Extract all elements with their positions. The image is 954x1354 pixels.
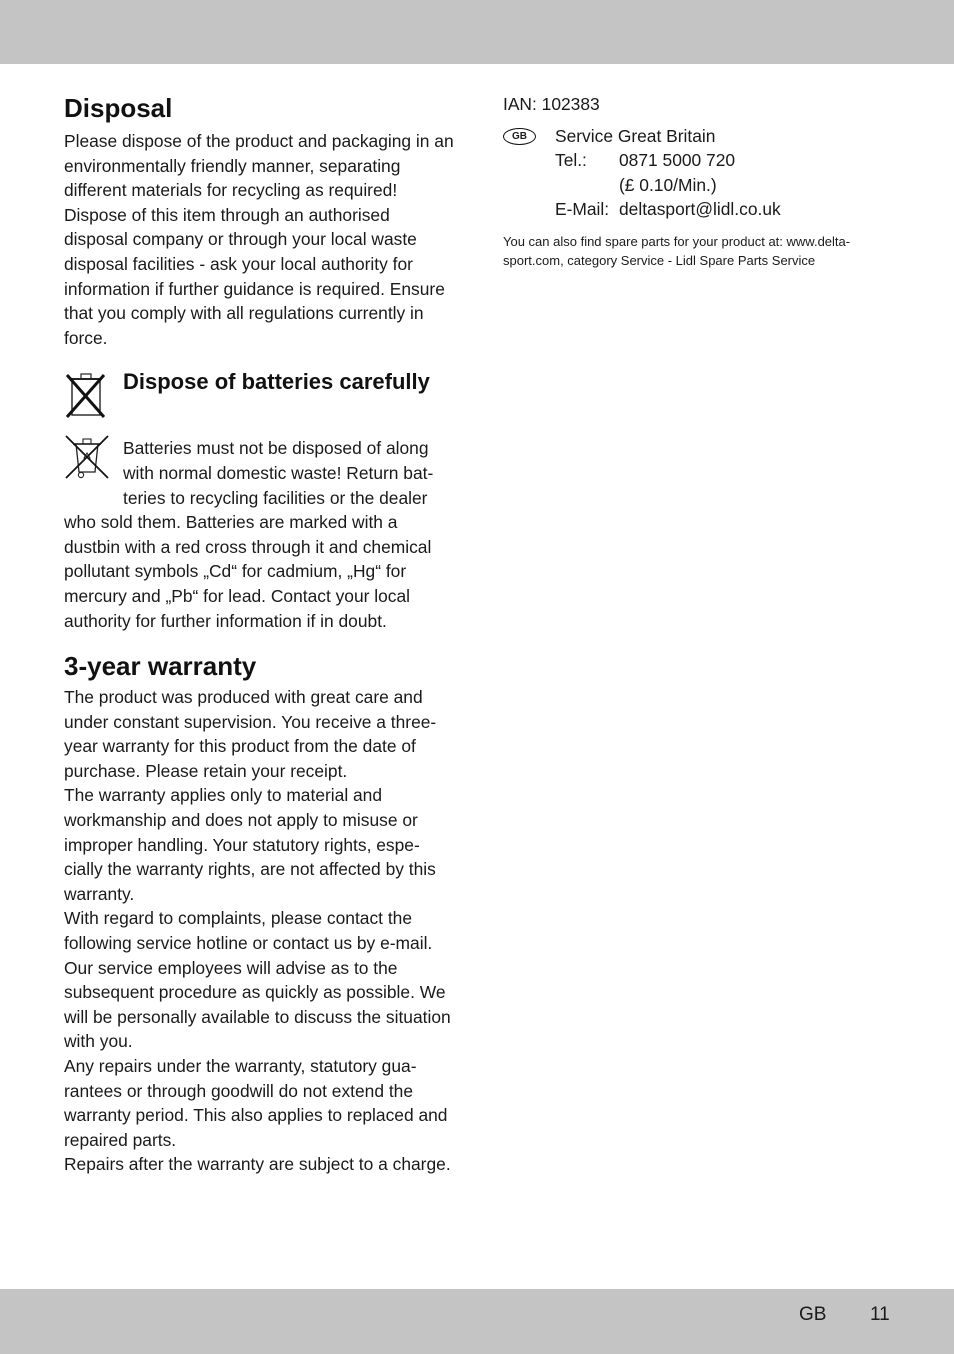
rate-row <box>555 173 883 198</box>
country-badge: GB <box>503 128 536 145</box>
disposal-text: Please dispose of the product and packaging in an environmentally friendly manner, separating different materials for recycling as required! Dispose of this item through an authorised disposal company or through your local waste disposal facilities - ask your local authority for information if further guidance is required. Ensure that you comply with all regulations currently in force. <box>64 131 454 348</box>
footer-language: GB <box>799 1304 827 1325</box>
tel-number: 0871 5000 720 <box>619 150 736 171</box>
batteries-heading: Dispose of batteries carefully <box>123 369 430 395</box>
warranty-paragraph: Repairs after the warranty are subject to a charge. <box>64 1154 451 1175</box>
left-column <box>64 92 456 1177</box>
warranty-heading: 3-year warranty <box>64 651 257 682</box>
crossed-out-battery-bin-icon <box>64 371 108 426</box>
page-number: 11 <box>870 1304 890 1325</box>
tel-row <box>555 148 883 173</box>
right-column <box>503 92 883 271</box>
warranty-paragraph: With regard to complaints, please contact the following service hotline or contact us by e-mail. Our service employees will advise as to the subsequent procedure as quickly as possible. We will be personally available to discuss the situation with you. <box>64 908 451 1052</box>
disposal-heading: Disposal <box>64 93 173 123</box>
batteries-text: who sold them. Batteries are marked with a dustbin with a red cross through it and chemical pollutant symbols „Cd“ for cadmium, „Hg“ for mercury and „Pb“ for lead. Contact your local authority for further information if in doubt. <box>64 512 432 631</box>
email-row <box>555 197 883 222</box>
warranty-paragraph: Any repairs under the warranty, statutory gua-rantees or through goodwill do not extend the warranty period. This also applies to replaced and repaired parts. <box>64 1056 448 1150</box>
warranty-paragraph: The product was produced with great care and under constant supervision. You receive a three-year warranty for this product from the date of purchase. Please retain your receipt. <box>64 687 437 781</box>
tel-label: Tel.: <box>555 150 587 171</box>
crossed-out-wheelie-bin-icon <box>64 432 110 487</box>
batteries-intro-text: Batteries must not be disposed of along with normal domestic waste! Return bat-teries to recycling facilities or the dealer <box>123 438 434 508</box>
ian-number: IAN: 102383 <box>503 94 600 114</box>
batteries-heading-block <box>64 365 456 429</box>
email-label: E-Mail: <box>555 199 610 220</box>
warranty-text <box>64 685 456 1177</box>
batteries-intro-block <box>64 436 456 510</box>
warranty-paragraph: The warranty applies only to material and workmanship and does not apply to misuse or improper handling. Your statutory rights, espe-cially the warranty rights, are not affected by this warranty. <box>64 785 436 904</box>
service-name: Service Great Britain <box>555 125 716 146</box>
email-address: deltasport@lidl.co.uk <box>619 199 781 220</box>
service-contact-block <box>503 124 883 222</box>
call-rate: (£ 0.10/Min.) <box>619 174 717 195</box>
header-bar <box>0 0 954 64</box>
spare-parts-note: You can also find spare parts for your product at: www.delta-sport.com, category Service - Lidl Spare Parts Service <box>503 233 851 269</box>
